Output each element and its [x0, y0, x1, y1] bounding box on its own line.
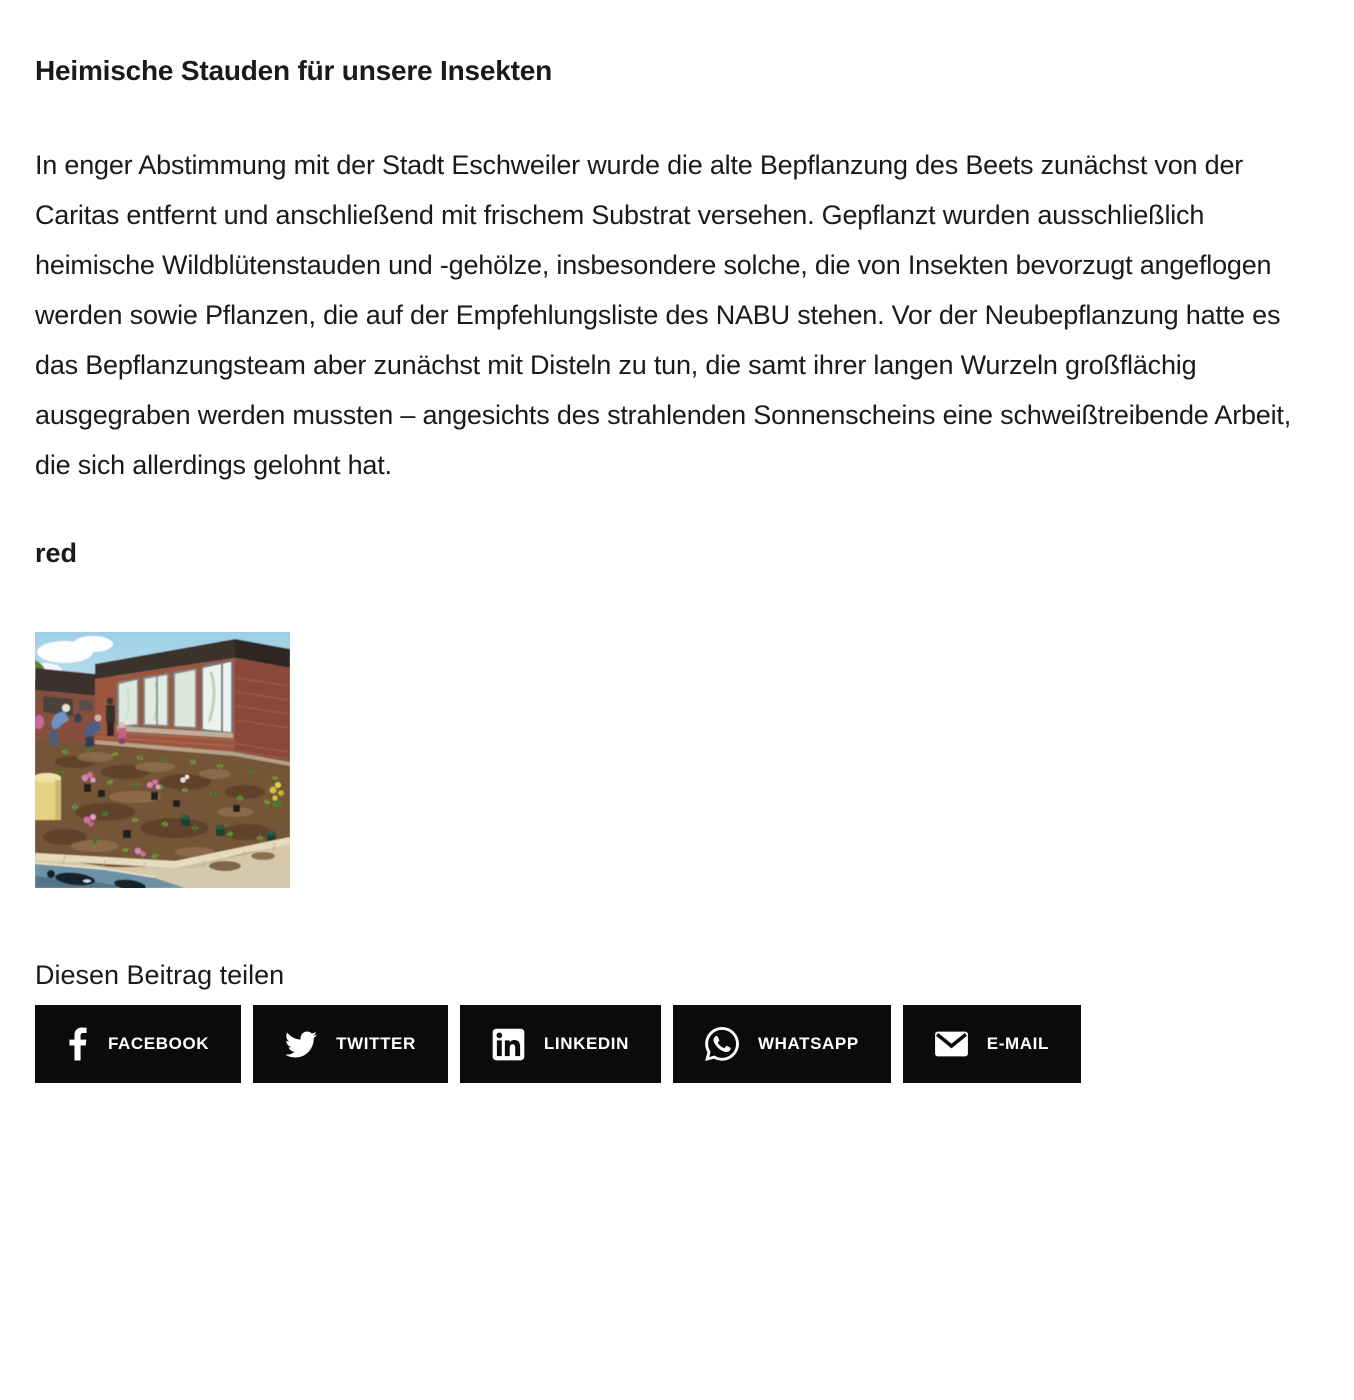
share-button-label: E-MAIL	[986, 1034, 1049, 1053]
twitter-icon	[285, 1031, 317, 1058]
whatsapp-icon	[705, 1027, 739, 1061]
share-button-whatsapp[interactable]	[673, 1005, 891, 1083]
share-button-facebook[interactable]	[35, 1005, 241, 1083]
article-heading: Heimische Stauden für unsere Insekten	[35, 55, 552, 86]
article-photo[interactable]	[35, 632, 290, 888]
share-button-email[interactable]	[903, 1005, 1081, 1083]
share-button-row	[35, 1005, 1316, 1083]
share-button-label: TWITTER	[336, 1034, 416, 1053]
share-button-label: WHATSAPP	[757, 1034, 859, 1053]
share-button-label: FACEBOOK	[108, 1034, 210, 1053]
linkedin-icon	[492, 1028, 525, 1061]
share-button-twitter[interactable]	[253, 1005, 448, 1083]
email-icon	[935, 1031, 968, 1057]
share-button-linkedin[interactable]	[460, 1005, 661, 1083]
facebook-icon	[67, 1025, 89, 1063]
article-paragraph: In enger Abstimmung mit der Stadt Eschweiler wurde die alte Bepflanzung des Beets zunächst von der Caritas entfernt und anschließend mit frischem Substrat versehen. Gepflanzt wurden ausschließlich heimische Wildblütenstauden und -gehölze, insbesondere solche, die von Insekten bevorzugt angeflogen werden sowie Pflanzen, die auf der Empfehlungsliste des NABU stehen. Vor der Neubepflanzung hatte es das Bepflanzungsteam aber zunächst mit Disteln zu tun, die samt ihrer langen Wurzeln großflächig ausgegraben werden mussten – angesichts des strahlenden Sonnenscheins eine schweißtreibende Arbeit, die sich allerdings gelohnt hat.	[35, 150, 1292, 480]
garden-photo-illustration	[35, 632, 290, 888]
share-heading: Diesen Beitrag teilen	[35, 960, 285, 990]
article-author: red	[35, 538, 78, 568]
share-button-label: LINKEDIN	[543, 1034, 629, 1053]
